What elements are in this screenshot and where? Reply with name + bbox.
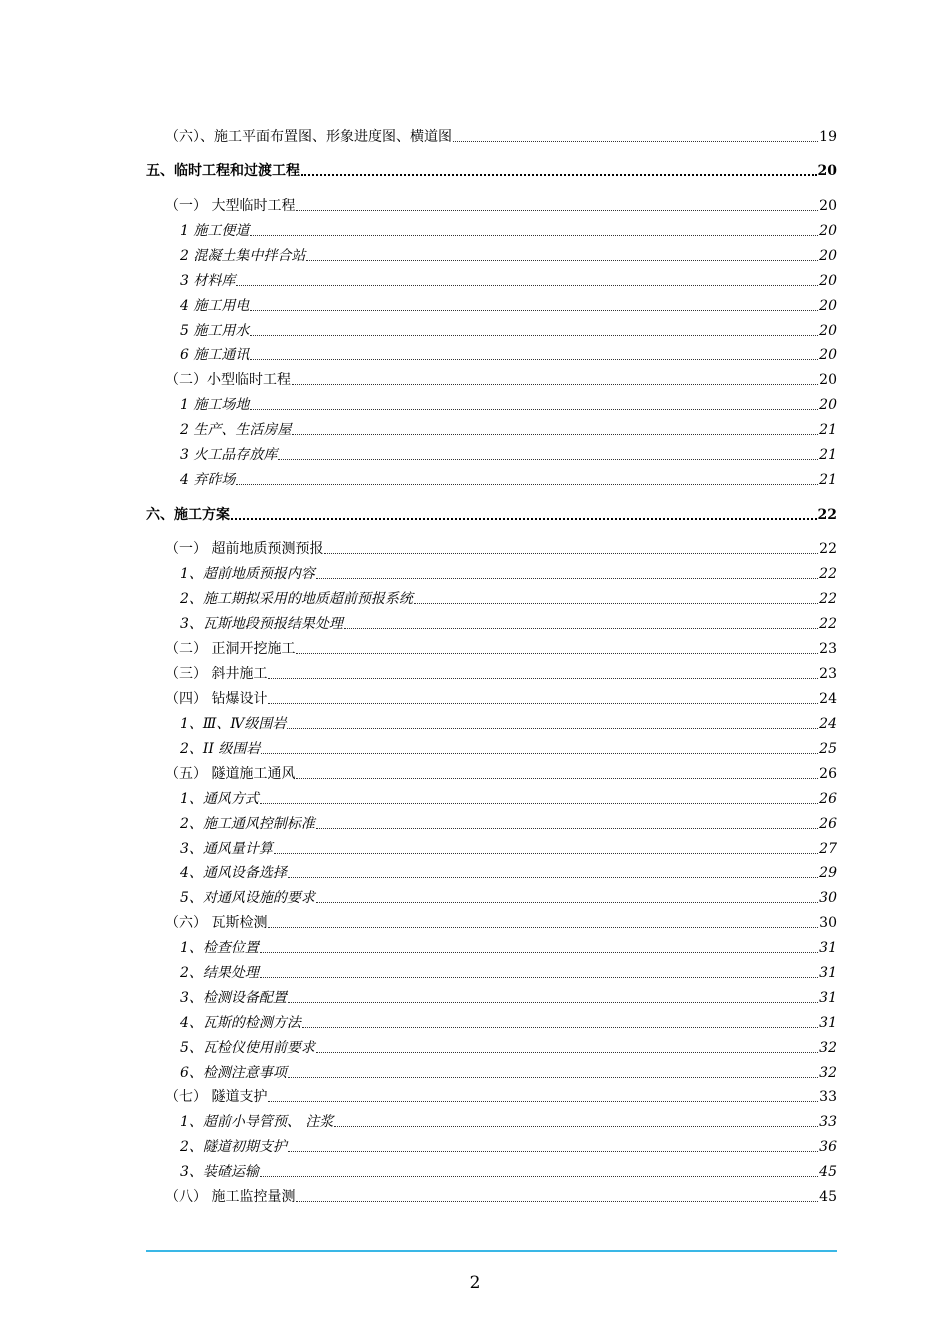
toc-entry[interactable] <box>180 243 837 265</box>
toc-entry-page: 45 <box>819 1164 837 1180</box>
toc-leader-dots <box>296 1201 818 1202</box>
toc-entry[interactable] <box>180 736 837 758</box>
toc-leader-dots <box>236 285 818 286</box>
toc-entry[interactable] <box>180 611 837 633</box>
toc-entry-page: 27 <box>819 841 837 857</box>
toc-entry-page: 31 <box>819 990 837 1006</box>
toc-entry[interactable] <box>180 342 837 364</box>
toc-entry[interactable] <box>180 218 837 240</box>
toc-entry-label: （二）小型临时工程 <box>165 372 291 388</box>
toc-entry[interactable] <box>165 686 837 708</box>
toc-leader-dots <box>268 927 818 928</box>
toc-entry[interactable] <box>165 910 837 932</box>
toc-entry-page: 20 <box>819 323 837 339</box>
toc-leader-dots <box>288 1077 818 1078</box>
toc-entry[interactable] <box>180 392 837 414</box>
footer-divider <box>146 1250 837 1252</box>
toc-entry-page: 45 <box>819 1189 837 1205</box>
toc-entry-page: 32 <box>819 1040 837 1056</box>
toc-entry[interactable] <box>180 985 837 1007</box>
toc-entry[interactable] <box>180 318 837 340</box>
toc-entry-page: 24 <box>819 691 837 707</box>
toc-entry-label: 2、隧道初期支护 <box>180 1139 287 1155</box>
toc-entry-label: 6、检测注意事项 <box>180 1065 287 1081</box>
toc-entry-page: 22 <box>819 541 837 557</box>
toc-entry-page: 21 <box>819 422 837 438</box>
toc-entry-page: 20 <box>819 372 837 388</box>
toc-entry[interactable] <box>180 960 837 982</box>
toc-leader-dots <box>288 1151 818 1152</box>
toc-entry-page: 20 <box>819 397 837 413</box>
toc-entry-label: （六）、施工平面布置图、形象进度图、横道图 <box>165 129 452 145</box>
toc-entry-label: 1、Ⅲ、Ⅳ级围岩 <box>180 716 287 732</box>
toc-entry-page: 22 <box>819 616 837 632</box>
toc-entry-label: 3、通风量计算 <box>180 841 273 857</box>
toc-entry[interactable] <box>180 1134 837 1156</box>
toc-leader-dots <box>288 1002 818 1003</box>
toc-entry-label: 1、检查位置 <box>180 940 259 956</box>
toc-entry-label: 2、II 级围岩 <box>180 741 261 757</box>
toc-entry-page: 29 <box>819 865 837 881</box>
toc-entry[interactable] <box>180 442 837 464</box>
toc-leader-dots <box>261 753 818 754</box>
toc-entry[interactable] <box>180 1035 837 1057</box>
toc-leader-dots <box>334 1126 818 1127</box>
toc-entry-label: 1、超前地质预报内容 <box>180 566 315 582</box>
toc-entry[interactable] <box>165 536 837 558</box>
toc-entry-page: 36 <box>819 1139 837 1155</box>
toc-entry-label: （一） 大型临时工程 <box>165 198 296 214</box>
toc-leader-dots <box>260 952 818 953</box>
toc-entry-label: （八） 施工监控量测 <box>165 1189 296 1205</box>
toc-leader-dots <box>316 902 818 903</box>
toc-leader-dots <box>236 484 818 485</box>
toc-entry-label: 5、瓦检仪使用前要求 <box>180 1040 315 1056</box>
toc-entry-label: 4 弃砟场 <box>180 472 236 488</box>
toc-leader-dots <box>268 1101 818 1102</box>
toc-entry-page: 31 <box>819 1015 837 1031</box>
toc-entry-label: 六、施工方案 <box>146 507 230 523</box>
toc-entry[interactable] <box>180 860 837 882</box>
toc-entry[interactable] <box>180 586 837 608</box>
toc-entry[interactable] <box>180 1060 837 1082</box>
toc-entry[interactable] <box>165 1084 837 1106</box>
page-number: 2 <box>469 1273 481 1293</box>
toc-leader-dots <box>302 1027 818 1028</box>
toc-entry[interactable] <box>165 636 837 658</box>
toc-entry-label: 5、对通风设施的要求 <box>180 890 315 906</box>
toc-leader-dots <box>296 778 818 779</box>
toc-entry-page: 25 <box>819 741 837 757</box>
toc-entry-page: 21 <box>819 472 837 488</box>
toc-entry-label: 4、瓦斯的检测方法 <box>180 1015 301 1031</box>
toc-entry[interactable] <box>165 193 837 215</box>
toc-entry[interactable] <box>165 761 837 783</box>
toc-leader-dots <box>231 518 817 520</box>
toc-leader-dots <box>268 703 818 704</box>
toc-leader-dots <box>250 335 818 336</box>
toc-entry-page: 20 <box>819 248 837 264</box>
toc-entry-label: 4、通风设备选择 <box>180 865 287 881</box>
toc-entry-label: （二） 正洞开挖施工 <box>165 641 296 657</box>
toc-entry-page: 33 <box>819 1089 837 1105</box>
toc-entry-page: 20 <box>819 223 837 239</box>
toc-entry-label: 2、施工通风控制标准 <box>180 816 315 832</box>
toc-entry-label: 3 材料库 <box>180 273 236 289</box>
toc-leader-dots <box>274 853 818 854</box>
toc-leader-dots <box>301 174 817 176</box>
toc-entry-label: 6 施工通讯 <box>180 347 250 363</box>
toc-entry-label: 2 混凝土集中拌合站 <box>180 248 306 264</box>
toc-entry[interactable] <box>180 935 837 957</box>
toc-entry-page: 22 <box>817 507 837 523</box>
toc-leader-dots <box>296 210 818 211</box>
toc-entry[interactable] <box>180 293 837 315</box>
toc-leader-dots <box>316 578 818 579</box>
toc-entry-label: 五、临时工程和过渡工程 <box>146 163 300 179</box>
toc-entry[interactable] <box>180 561 837 583</box>
toc-entry-page: 22 <box>819 566 837 582</box>
toc-leader-dots <box>288 877 818 878</box>
toc-leader-dots <box>292 434 818 435</box>
toc-entry-label: （四） 钻爆设计 <box>165 691 268 707</box>
toc-entry-page: 26 <box>819 816 837 832</box>
toc-leader-dots <box>250 310 818 311</box>
toc-entry[interactable] <box>180 836 837 858</box>
toc-entry[interactable] <box>180 786 837 808</box>
toc-entry-page: 26 <box>819 766 837 782</box>
toc-leader-dots <box>453 141 818 142</box>
toc-entry-page: 31 <box>819 965 837 981</box>
toc-leader-dots <box>344 628 818 629</box>
toc-entry-page: 19 <box>819 129 837 145</box>
toc-entry-page: 24 <box>819 716 837 732</box>
toc-entry-page: 30 <box>819 915 837 931</box>
toc-entry[interactable] <box>180 467 837 489</box>
toc-entry-page: 33 <box>819 1114 837 1130</box>
toc-entry-label: 4 施工用电 <box>180 298 250 314</box>
toc-entry-label: 1、通风方式 <box>180 791 259 807</box>
toc-entry-page: 21 <box>819 447 837 463</box>
toc-leader-dots <box>316 1052 818 1053</box>
toc-entry-page: 30 <box>819 890 837 906</box>
toc-leader-dots <box>316 828 818 829</box>
toc-entry-page: 23 <box>819 641 837 657</box>
toc-entry[interactable] <box>180 268 837 290</box>
toc-leader-dots <box>292 384 818 385</box>
toc-entry[interactable] <box>180 1010 837 1032</box>
toc-leader-dots <box>260 977 818 978</box>
toc-entry-label: （七） 隧道支护 <box>165 1089 268 1105</box>
toc-entry-label: 1 施工场地 <box>180 397 250 413</box>
toc-entry-label: 2、结果处理 <box>180 965 259 981</box>
toc-entry-page: 23 <box>819 666 837 682</box>
toc-entry-label: （一） 超前地质预测预报 <box>165 541 324 557</box>
toc-entry-label: 3、检测设备配置 <box>180 990 287 1006</box>
toc-leader-dots <box>260 803 818 804</box>
toc-entry-page: 26 <box>819 791 837 807</box>
toc-entry-label: 1、超前小导管预、 注浆 <box>180 1114 334 1130</box>
toc-entry-label: 3 火工品存放库 <box>180 447 278 463</box>
toc-entry[interactable] <box>165 661 837 683</box>
toc-entry-label: 1 施工便道 <box>180 223 250 239</box>
toc-entry[interactable] <box>180 1159 837 1181</box>
toc-entry-page: 31 <box>819 940 837 956</box>
toc-entry-label: （五） 隧道施工通风 <box>165 766 296 782</box>
toc-leader-dots <box>296 653 818 654</box>
toc-section-entry[interactable] <box>146 158 837 180</box>
toc-entry-page: 20 <box>819 198 837 214</box>
toc-leader-dots <box>324 553 818 554</box>
toc-leader-dots <box>306 260 818 261</box>
toc-entry-label: （六） 瓦斯检测 <box>165 915 268 931</box>
toc-entry[interactable] <box>180 885 837 907</box>
toc-entry-label: 2、施工期拟采用的地质超前预报系统 <box>180 591 413 607</box>
toc-entry-label: 3、装碴运输 <box>180 1164 259 1180</box>
toc-section-entry[interactable] <box>146 502 837 524</box>
toc-leader-dots <box>268 678 818 679</box>
toc-leader-dots <box>250 409 818 410</box>
toc-leader-dots <box>260 1176 818 1177</box>
toc-leader-dots <box>250 235 818 236</box>
toc-leader-dots <box>287 728 818 729</box>
toc-entry-label: 3、瓦斯地段预报结果处理 <box>180 616 343 632</box>
toc-entry-label: 2 生产、生活房屋 <box>180 422 292 438</box>
toc-entry[interactable] <box>165 367 837 389</box>
toc-leader-dots <box>414 603 818 604</box>
toc-leader-dots <box>278 459 818 460</box>
toc-entry-page: 20 <box>817 163 837 179</box>
toc-entry-page: 22 <box>819 591 837 607</box>
toc-entry-label: （三） 斜井施工 <box>165 666 268 682</box>
toc-entry[interactable] <box>180 811 837 833</box>
toc-entry[interactable] <box>180 417 837 439</box>
toc-entry-page: 20 <box>819 273 837 289</box>
toc-entry-page: 20 <box>819 347 837 363</box>
toc-entry[interactable] <box>180 711 837 733</box>
toc-entry[interactable] <box>180 1109 837 1131</box>
toc-entry-page: 32 <box>819 1065 837 1081</box>
toc-entry[interactable] <box>165 1184 837 1206</box>
toc-entry[interactable] <box>165 124 837 146</box>
toc-entry-page: 20 <box>819 298 837 314</box>
toc-leader-dots <box>250 359 818 360</box>
toc-entry-label: 5 施工用水 <box>180 323 250 339</box>
